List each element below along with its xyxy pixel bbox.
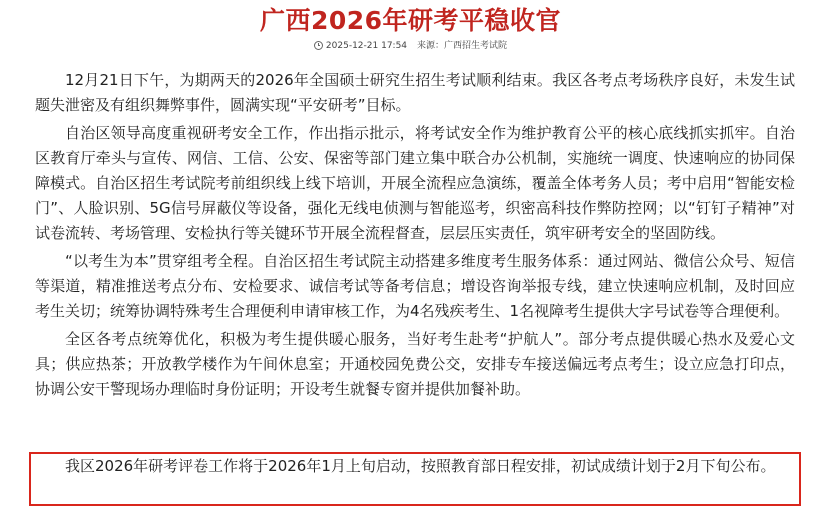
paragraph: 全区各考点统筹优化，积极为考生提供暖心服务，当好考生赴考“护航人”。部分考点提供暖心热水及爱心文具；供应热茶；开放教学楼作为午间休息室；开通校园免费公交，安排专车接送偏远考点考生；设立应急打印点，协调公安干警现场办理临时身份证明；开设考生就餐专窗并提供加餐补助。	[35, 330, 795, 398]
article-title: 广西2026年研考平稳收官	[259, 6, 562, 35]
paragraph: “以考生为本”贯穿组考全程。自治区招生考试院主动搭建多维度考生服务体系：通过网站、微信公众号、短信等渠道，精准推送考点分布、安检要求、诚信考试等备考信息；增设咨询举报专线，建立快速响应机制，及时回应考生关切；统筹协调特殊考生合理便利申请审核工作，为4名残疾考生、1名视障考生提供大字号试卷等合理便利。	[35, 252, 795, 320]
source-label: 来源：	[417, 41, 445, 51]
article-body	[35, 68, 795, 402]
paragraph: 12月21日下午，为期两天的2026年全国硕士研究生招生考试顺利结束。我区各考点考场秩序良好，未发生试题失泄密及有组织舞弊事件，圆满实现“平安研考”目标。	[35, 71, 795, 114]
publish-date: 2025-12-21 17:54	[325, 41, 408, 51]
source-name: 广西招生考试院	[444, 41, 508, 51]
article-meta	[0, 39, 821, 53]
highlighted-paragraph: 我区2026年研考评卷工作将于2026年1月上旬启动，按照教育部日程安排，初试成绩计划于2月下旬公布。	[65, 457, 776, 475]
paragraph: 自治区领导高度重视研考安全工作，作出指示批示，将考试安全作为维护教育公平的核心底线抓实抓牢。自治区教育厅牵头与宣传、网信、工信、公安、保密等部门建立集中联合办公机制，实施统一调度、快速响应的协同保障模式。自治区招生考试院考前组织线上线下培训，开展全流程应急演练，覆盖全体考务人员；考中启用“智能安检门”、人脸识别、5G信号屏蔽仪等设备，强化无线电侦测与智能巡考，织密高科技作弊防控网；以“钉钉子精神”对试卷流转、考场管理、安检执行等关键环节开展全流程督查，层层压实责任，筑牢研考安全的坚固防线。	[35, 124, 795, 242]
clock-icon	[314, 41, 323, 50]
